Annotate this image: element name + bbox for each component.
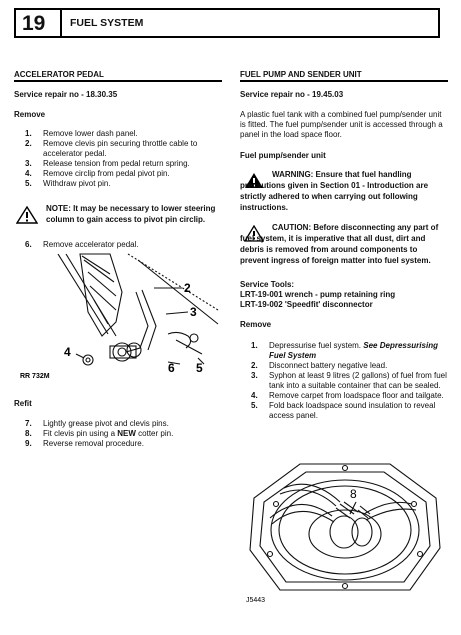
list-item: 2. Remove clevis pin securing throttle cable to accelerator pedal.: [25, 139, 198, 158]
right-title-rule: [240, 80, 448, 82]
section-number: 19: [22, 12, 46, 35]
list-item: 8. Fit clevis pin using a NEW cotter pin.: [25, 429, 174, 438]
fuel-pump-title: FUEL PUMP AND SENDER UNIT: [240, 70, 362, 79]
list-item: 4. Remove carpet from loadspace floor and tailgate.: [251, 391, 444, 400]
list-item: 5. Fold back loadspace sound insulation to reveal access panel.: [251, 401, 436, 420]
service-tools-label: Service Tools:: [240, 280, 295, 289]
header-divider: [60, 8, 62, 38]
callout-2: 2: [184, 281, 191, 295]
caution-text: CAUTION: Before disconnecting any part of fuel system, it is imperative that all dust, dirt and debris is removed from around components to prevent ingress of foreign matter into fuel system.: [240, 223, 439, 265]
note-steering-column: NOTE: It may be necessary to lower steering column to gain access to pivot pin circlip.: [46, 204, 216, 224]
list-item: 2. Disconnect battery negative lead.: [251, 361, 388, 370]
callout-8: 8: [350, 487, 357, 501]
pump-sender-subheading: Fuel pump/sender unit: [240, 151, 326, 160]
list-item: 1. Depressurise fuel system. See Depressurising Fuel System: [251, 341, 438, 360]
left-remove-heading: Remove: [14, 110, 46, 119]
caution-triangle-icon: [16, 206, 38, 224]
callout-5: 5: [196, 361, 203, 375]
list-item: 3. Syphon at least 9 litres (2 gallons) of fuel from fuel tank into a suitable container that can be sealed.: [251, 371, 447, 390]
accelerator-pedal-title: ACCELERATOR PEDAL: [14, 70, 104, 79]
left-title-rule: [14, 80, 222, 82]
fuel-pump-access-diagram: [240, 458, 450, 608]
left-remove-steps: [25, 129, 215, 189]
list-item: 5. Withdraw pivot pin.: [25, 179, 111, 188]
intro-paragraph: A plastic fuel tank with a combined fuel pump/sender unit is fitted. The fuel pump/sender unit is accessed through a panel in the load space floor.: [240, 110, 443, 139]
refit-steps: [25, 419, 225, 449]
list-item: 9. Reverse removal procedure.: [25, 439, 144, 448]
tool-2: LRT-19-002 'Speedfit' disconnector: [240, 300, 373, 309]
list-item: 7. Lightly grease pivot and clevis pins.: [25, 419, 169, 428]
left-step-6: [25, 240, 215, 250]
callout-3: 3: [190, 305, 197, 319]
figure-code: RR 732M: [20, 373, 50, 380]
right-remove-heading: Remove: [240, 320, 272, 329]
list-item: 6. Remove accelerator pedal.: [25, 240, 139, 249]
section-title: FUEL SYSTEM: [70, 17, 144, 29]
refit-heading: Refit: [14, 399, 32, 408]
list-item: 3. Release tension from pedal return spring.: [25, 159, 190, 168]
list-item: 1. Remove lower dash panel.: [25, 129, 138, 138]
warning-text: WARNING: Ensure that fuel handling precautions given in Section 01 - Introduction are strictly adhered to when carrying out following instructions.: [240, 170, 429, 212]
callout-6: 6: [168, 361, 175, 375]
list-item: 4. Remove circlip from pedal pivot pin.: [25, 169, 170, 178]
right-service-repair: Service repair no - 19.45.03: [240, 90, 344, 99]
left-service-repair: Service repair no - 18.30.35: [14, 90, 118, 99]
right-remove-steps: [251, 341, 447, 421]
accelerator-pedal-diagram: [18, 252, 223, 384]
figure-code: J5443: [246, 597, 266, 604]
tool-1: LRT-19-001 wrench - pump retaining ring: [240, 290, 396, 299]
callout-4: 4: [64, 345, 71, 359]
